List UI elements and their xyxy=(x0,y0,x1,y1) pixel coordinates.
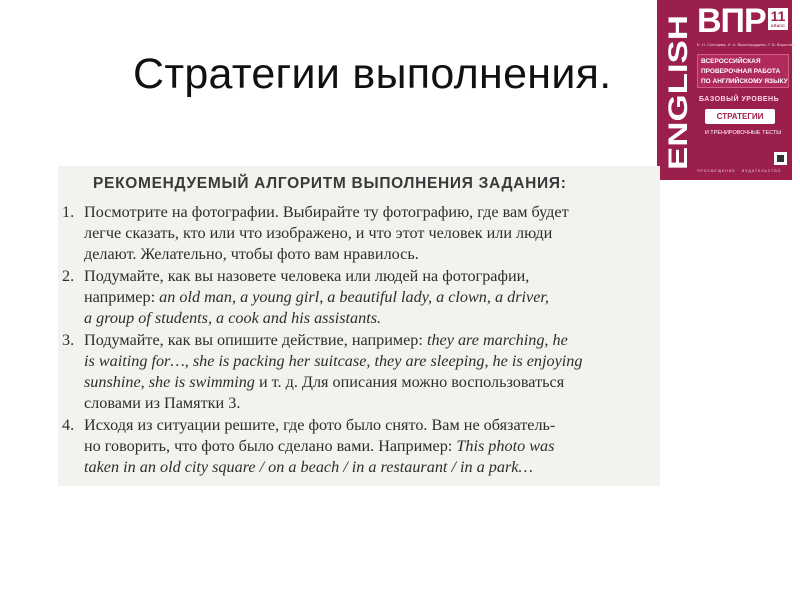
slide-title: Стратегии выполнения. xyxy=(133,50,612,98)
cover-box-line: ВСЕРОССИЙСКАЯ xyxy=(701,58,761,65)
italic-example: This photo was xyxy=(456,437,555,455)
list-item-line xyxy=(84,436,554,456)
book-cover-image xyxy=(657,0,795,180)
cover-grade-badge xyxy=(768,8,788,30)
cover-strategies-badge: СТРАТЕГИИ xyxy=(705,109,775,124)
list-item-number: 3. xyxy=(62,331,75,349)
text-run: например: xyxy=(84,288,160,306)
cover-subtitle-box xyxy=(697,54,789,88)
list-item-line: Посмотрите на фотографии. Выбирайте ту фотографию, где вам будет xyxy=(84,203,569,221)
list-item-line xyxy=(84,330,568,350)
list-item-line: делают. Желательно, чтобы фото вам нравилось. xyxy=(84,245,419,263)
list-item-line: taken in an old city square / on a beach / in a restaurant / in a park… xyxy=(84,458,533,476)
list-item-number: 1. xyxy=(62,203,75,221)
cover-box-line: ПРОВЕРОЧНАЯ РАБОТА xyxy=(701,68,781,75)
list-item-line: Подумайте, как вы назовете человека или людей на фотографии, xyxy=(84,267,530,285)
text-run: и т. д. Для описания можно воспользоваться xyxy=(254,373,565,391)
qr-code-icon xyxy=(774,152,787,165)
cover-level: БАЗОВЫЙ УРОВЕНЬ xyxy=(699,96,780,103)
grade-number: 11 xyxy=(770,8,786,24)
spine-word-text: ENGLISH xyxy=(663,49,693,170)
italic-example: sunshine, she is swimming xyxy=(84,373,255,391)
cover-training-tests: И ТРЕНИРОВОЧНЫЕ ТЕСТЫ xyxy=(704,130,782,136)
text-run: но говорить, что фото было сделано вами. Например: xyxy=(84,437,457,455)
list-item-line: a group of students, a cook and his assistants. xyxy=(84,309,382,327)
cover-authors: Е. Н. Солнцева, Н. А. Вышеградцева, Т. В. Воронова xyxy=(697,42,795,47)
list-item-line xyxy=(84,372,564,392)
scan-heading: РЕКОМЕНДУЕМЫЙ АЛГОРИТМ ВЫПОЛНЕНИЯ ЗАДАНИЯ: xyxy=(93,175,567,192)
list-item-line: легче сказать, кто или что изображено, и что этот человек или люди xyxy=(84,224,553,242)
list-item-line xyxy=(84,287,549,307)
list-item-line: is waiting for…, she is packing her suitcase, they are sleeping, he is enjoying xyxy=(84,352,583,370)
cover-publisher: ПРОСВЕЩЕНИЕ · ИЗДАТЕЛЬСТВО xyxy=(697,169,782,173)
cover-series-title: ВПР xyxy=(697,2,766,40)
list-item-line: Исходя из ситуации решите, где фото было снято. Вам не обязатель- xyxy=(84,416,556,434)
english-vertical-text xyxy=(665,10,691,170)
list-item-number: 2. xyxy=(62,267,75,285)
cover-box-line: ПО АНГЛИЙСКОМУ ЯЗЫКУ xyxy=(701,78,788,85)
italic-example: they are marching, he xyxy=(426,331,568,349)
text-run: Подумайте, как вы опишите действие, например: xyxy=(84,331,427,349)
list-item-number: 4. xyxy=(62,416,75,434)
cover-spine-word xyxy=(665,10,691,170)
list-item-line: словами из Памятки 3. xyxy=(84,394,241,412)
grade-label: КЛАСС xyxy=(771,23,785,28)
italic-example: an old man, a young girl, a beautiful lady, a clown, a driver, xyxy=(159,288,549,306)
scanned-page xyxy=(58,166,660,486)
